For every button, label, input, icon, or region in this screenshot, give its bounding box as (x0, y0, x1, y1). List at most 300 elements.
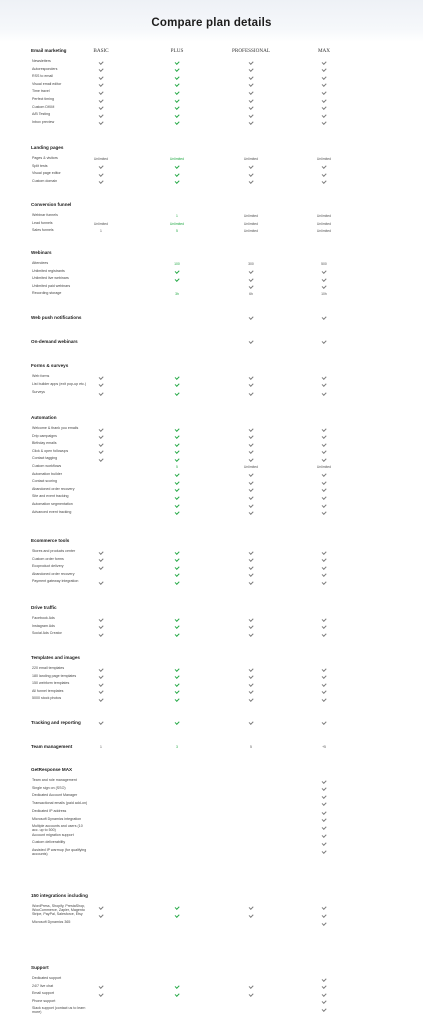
checkmark-icon (175, 682, 179, 686)
checkmark-icon (322, 495, 326, 499)
feature-row (0, 550, 423, 557)
checkmark-icon (175, 617, 179, 621)
section-title: Support (31, 965, 49, 970)
feature-label: Recording storage (32, 291, 62, 296)
feature-row (0, 580, 423, 587)
checkmark-icon (322, 427, 326, 431)
feature-row (0, 106, 423, 113)
checkmark-icon (175, 442, 179, 446)
checkmark-icon (175, 667, 179, 671)
checkmark-icon (249, 383, 253, 387)
checkmark-icon (322, 905, 326, 909)
checkmark-icon (249, 913, 253, 917)
feature-row (0, 985, 423, 992)
checkmark-icon (175, 675, 179, 679)
checkmark-icon (99, 721, 103, 725)
checkmark-icon (322, 565, 326, 569)
checkmark-icon (249, 277, 253, 281)
feature-label: Abandoned order recovery (32, 571, 75, 576)
checkmark-icon (249, 675, 253, 679)
basic-value: 1 (100, 744, 102, 749)
checkmark-icon (322, 277, 326, 281)
checkmark-icon (322, 794, 326, 798)
feature-row (0, 457, 423, 464)
checkmark-icon (322, 480, 326, 484)
checkmark-icon (322, 180, 326, 184)
checkmark-icon (249, 106, 253, 110)
checkmark-icon (175, 68, 179, 72)
checkmark-icon (249, 375, 253, 379)
checkmark-icon (99, 450, 103, 454)
feature-row (0, 450, 423, 457)
feature-label: Custom workflows (32, 464, 62, 468)
feature-row (0, 165, 423, 172)
checkmark-icon (99, 121, 103, 125)
checkmark-icon (322, 316, 326, 320)
checkmark-icon (99, 565, 103, 569)
basic-value: Unlimited (93, 221, 109, 226)
feature-row (0, 214, 423, 221)
feature-label: Time travel (32, 89, 50, 94)
checkmark-icon (249, 83, 253, 87)
feature-label: RSS to email (32, 74, 53, 79)
section-title: Conversion funnel (31, 202, 72, 207)
checkmark-icon (249, 721, 253, 725)
checkmark-icon (322, 391, 326, 395)
checkmark-icon (322, 503, 326, 507)
checkmark-icon (99, 90, 103, 94)
feature-label: Birthday emails (32, 441, 57, 446)
professional-value: 5 (250, 744, 252, 749)
checkmark-icon (175, 457, 179, 461)
feature-label: Contact tagging (32, 456, 58, 461)
feature-row (0, 667, 423, 674)
feature-label: WordPress, Shopify, PrestaShop, WooCommerce, Zapier, Magento (32, 904, 86, 912)
professional-value: Unlimited (243, 229, 259, 234)
checkmark-icon (322, 667, 326, 671)
checkmark-icon (175, 90, 179, 94)
checkmark-icon (249, 495, 253, 499)
checkmark-icon (249, 632, 253, 636)
feature-label: Abandoned order recovery (32, 486, 75, 491)
feature-row (0, 157, 423, 164)
feature-label: Welcome & thank you emails (32, 426, 79, 430)
checkmark-icon (249, 473, 253, 477)
feature-row (0, 90, 423, 97)
checkmark-icon (175, 98, 179, 102)
checkmark-icon (99, 98, 103, 102)
feature-label: Multiple accounts and users (10 acc. up to 500) (32, 824, 83, 833)
feature-row (0, 315, 423, 322)
feature-label: 220 email templates (32, 666, 65, 670)
feature-label: Visual email editor (32, 81, 62, 86)
feature-label: A/B Testing (32, 112, 51, 117)
checkmark-icon (249, 340, 253, 344)
checkmark-icon (99, 985, 103, 989)
checkmark-icon (99, 442, 103, 446)
checkmark-icon (322, 270, 326, 274)
checkmark-icon (175, 180, 179, 184)
checkmark-icon (99, 172, 103, 176)
checkmark-icon (322, 165, 326, 169)
feature-label: Team and role management (32, 778, 77, 782)
checkmark-icon (322, 690, 326, 694)
feature-row (0, 391, 423, 398)
section-title: GetResponse MAX (31, 767, 73, 772)
feature-label: List builder apps (exit pop-up etc.) (32, 381, 87, 386)
checkmark-icon (322, 442, 326, 446)
checkmark-icon (175, 565, 179, 569)
section-title: 150 integrations including (31, 893, 88, 898)
section-title: Automation (31, 415, 57, 420)
checkmark-icon (175, 383, 179, 387)
checkmark-icon (249, 113, 253, 117)
feature-label: Click & open followups (32, 448, 69, 453)
checkmark-icon (322, 450, 326, 454)
checkmark-icon (249, 270, 253, 274)
feature-row (0, 98, 423, 105)
feature-label: Attendees (32, 261, 49, 265)
checkmark-icon (322, 68, 326, 72)
feature-label: Account migration support (32, 832, 74, 837)
feature-label: Stores and products center (32, 549, 76, 553)
checkmark-icon (249, 435, 253, 439)
feature-row (0, 921, 423, 928)
checkmark-icon (322, 98, 326, 102)
max-value: +5 (322, 744, 326, 749)
plan-basic-header: BASIC (93, 48, 109, 54)
checkmark-icon (175, 270, 179, 274)
max-value: 500 (321, 262, 327, 266)
checkmark-icon (322, 825, 326, 829)
checkmark-icon (99, 690, 103, 694)
feature-row (0, 802, 423, 809)
checkmark-icon (322, 340, 326, 344)
checkmark-icon (99, 550, 103, 554)
feature-label: 24/7 live chat (32, 983, 54, 988)
section-title: Ecommerce tools (31, 538, 70, 543)
checkmark-icon (322, 580, 326, 584)
checkmark-icon (175, 573, 179, 577)
checkmark-icon (322, 90, 326, 94)
max-value: Unlimited (316, 157, 332, 161)
checkmark-icon (99, 580, 103, 584)
feature-row (0, 229, 423, 236)
feature-row (0, 339, 423, 346)
checkmark-icon (322, 1000, 326, 1004)
section-title: Templates and images (31, 655, 80, 660)
feature-label: Pages & visitors (32, 156, 58, 160)
feature-row (0, 992, 423, 999)
feature-row (0, 75, 423, 82)
section-title: Team management (31, 744, 73, 749)
checkmark-icon (249, 391, 253, 395)
checkmark-icon (249, 90, 253, 94)
feature-label: Newsletters (32, 59, 51, 63)
feature-label: Single sign on (SSO) (32, 785, 66, 790)
section-title: Landing pages (31, 145, 64, 150)
section-title: Web push notifications (31, 315, 82, 320)
checkmark-icon (322, 787, 326, 791)
feature-label: Automation builder (32, 471, 62, 476)
checkmark-icon (175, 121, 179, 125)
checkmark-icon (99, 992, 103, 996)
feature-label: Automation segmentation (32, 502, 73, 506)
feature-label: Dedicated IP address (32, 809, 67, 814)
checkmark-icon (175, 550, 179, 554)
checkmark-icon (249, 180, 253, 184)
checkmark-icon (99, 457, 103, 461)
feature-label: Dedicated support (32, 976, 62, 980)
feature-row (0, 720, 423, 727)
checkmark-icon (99, 180, 103, 184)
checkmark-icon (99, 913, 103, 917)
feature-label: 150 webform templates (32, 681, 70, 686)
checkmark-icon (322, 913, 326, 917)
checkmark-icon (175, 391, 179, 395)
checkmark-icon (99, 83, 103, 87)
checkmark-icon (322, 1007, 326, 1011)
feature-row (0, 383, 423, 390)
plus-value: 5 (176, 465, 178, 469)
checkmark-icon (322, 435, 326, 439)
feature-row (0, 1007, 423, 1014)
feature-label: All funnel templates (32, 688, 64, 693)
checkmark-icon (249, 165, 253, 169)
checkmark-icon (322, 113, 326, 117)
checkmark-icon (175, 375, 179, 379)
feature-label: Drip campaigns (32, 433, 57, 438)
section-title: Webinars (31, 250, 52, 255)
feature-row (0, 113, 423, 120)
max-value: Unlimited (316, 465, 332, 469)
section-title: Email marketing (31, 48, 67, 53)
checkmark-icon (175, 913, 179, 917)
checkmark-icon (175, 106, 179, 110)
checkmark-icon (175, 75, 179, 79)
plus-value: Unlimited (169, 157, 185, 161)
feature-row (0, 825, 423, 832)
feature-label: Social Ads Creator (32, 631, 62, 636)
feature-label: Instagram Ads (32, 623, 55, 628)
checkmark-icon (322, 921, 326, 925)
feature-label: Slack support (contact us to learn more) (32, 1006, 86, 1015)
checkmark-icon (99, 113, 103, 117)
checkmark-icon (249, 667, 253, 671)
feature-row (0, 172, 423, 179)
checkmark-icon (175, 480, 179, 484)
checkmark-icon (322, 632, 326, 636)
checkmark-icon (249, 488, 253, 492)
feature-label: Assisted IP warmup (for qualifying accounts) (32, 848, 87, 856)
checkmark-icon (175, 690, 179, 694)
checkmark-icon (99, 75, 103, 79)
plus-value: 5 (176, 229, 178, 234)
feature-row (0, 779, 423, 786)
checkmark-icon (175, 83, 179, 87)
plus-value: 1 (176, 214, 178, 218)
feature-row (0, 849, 423, 856)
checkmark-icon (249, 60, 253, 64)
checkmark-icon (175, 113, 179, 117)
checkmark-icon (322, 617, 326, 621)
checkmark-icon (322, 834, 326, 838)
feature-row (0, 222, 423, 229)
checkmark-icon (175, 632, 179, 636)
max-value: Unlimited (316, 229, 332, 234)
feature-label: Phone support (32, 998, 56, 1003)
feature-label: Ecoproduct delivery (32, 564, 64, 569)
feature-label: 5000 stock photos (32, 696, 62, 701)
checkmark-icon (322, 721, 326, 725)
basic-value: 1 (100, 229, 102, 234)
feature-row (0, 632, 423, 639)
checkmark-icon (249, 697, 253, 701)
checkmark-icon (322, 818, 326, 822)
checkmark-icon (322, 573, 326, 577)
checkmark-icon (99, 905, 103, 909)
checkmark-icon (249, 450, 253, 454)
checkmark-icon (175, 985, 179, 989)
checkmark-icon (322, 675, 326, 679)
checkmark-icon (175, 435, 179, 439)
checkmark-icon (249, 503, 253, 507)
feature-label: Microsoft Dynamics integration (32, 816, 82, 821)
checkmark-icon (249, 690, 253, 694)
max-value: 10h (321, 292, 327, 297)
checkmark-icon (249, 480, 253, 484)
feature-label: Web forms (32, 374, 50, 378)
checkmark-icon (175, 511, 179, 515)
feature-row (0, 435, 423, 442)
checkmark-icon (322, 558, 326, 562)
checkmark-icon (175, 488, 179, 492)
checkmark-icon (249, 905, 253, 909)
feature-label: Facebook Ads (32, 616, 55, 620)
feature-label: Custom deliverability (32, 840, 66, 845)
checkmark-icon (322, 83, 326, 87)
checkmark-icon (322, 488, 326, 492)
feature-row (0, 473, 423, 480)
checkmark-icon (175, 697, 179, 701)
professional-value: Unlimited (243, 214, 259, 218)
feature-row (0, 905, 423, 912)
checkmark-icon (322, 473, 326, 477)
feature-label: Contact scoring (32, 479, 57, 484)
section-title: Forms & surveys (31, 363, 69, 368)
checkmark-icon (322, 375, 326, 379)
checkmark-icon (175, 992, 179, 996)
feature-label: Unlimited registrants (32, 268, 65, 273)
feature-label: Dedicated Account Manager (32, 793, 78, 798)
checkmark-icon (175, 495, 179, 499)
checkmark-icon (175, 625, 179, 629)
checkmark-icon (99, 106, 103, 110)
feature-row (0, 180, 423, 187)
checkmark-icon (322, 550, 326, 554)
feature-label: Email support (32, 991, 54, 996)
checkmark-icon (249, 580, 253, 584)
feature-label: Perfect timing (32, 97, 54, 101)
checkmark-icon (249, 457, 253, 461)
checkmark-icon (249, 682, 253, 686)
feature-row (0, 121, 423, 128)
checkmark-icon (322, 75, 326, 79)
feature-label: Custom order forms (32, 556, 64, 561)
professional-value: 6h (249, 292, 253, 297)
section-title: Drive traffic (31, 605, 57, 610)
checkmark-icon (175, 473, 179, 477)
checkmark-icon (322, 992, 326, 996)
feature-label: Inbox preview (32, 119, 55, 124)
feature-row (0, 503, 423, 510)
feature-label: Lead funnels (32, 220, 53, 225)
checkmark-icon (249, 558, 253, 562)
feature-label: Stripe, PayPal, Salesforce, Etsy (32, 912, 83, 917)
checkmark-icon (175, 427, 179, 431)
feature-row (0, 83, 423, 90)
professional-value: 300 (248, 262, 254, 266)
plan-professional-header: PROFESSIONAL (231, 48, 271, 54)
feature-row (0, 375, 423, 382)
feature-label: Unlimited paid webinars (32, 283, 71, 288)
checkmark-icon (99, 375, 103, 379)
checkmark-icon (249, 427, 253, 431)
feature-label: Visual page editor (32, 171, 61, 176)
max-value: Unlimited (316, 214, 332, 218)
checkmark-icon (249, 285, 253, 289)
plus-value: Unlimited (169, 221, 185, 226)
checkmark-icon (249, 985, 253, 989)
feature-label: Advanced event tracking (32, 509, 72, 514)
feature-label: Payment gateway integration (32, 579, 79, 584)
feature-row (0, 511, 423, 518)
checkmark-icon (322, 457, 326, 461)
checkmark-icon (99, 165, 103, 169)
basic-value: Unlimited (93, 157, 109, 161)
feature-label: Microsoft Dynamics 365 (32, 920, 71, 924)
checkmark-icon (249, 573, 253, 577)
checkmark-icon (322, 625, 326, 629)
plus-value: 100 (174, 262, 180, 266)
checkmark-icon (175, 172, 179, 176)
checkmark-icon (322, 511, 326, 515)
feature-label: Surveys (32, 390, 45, 394)
checkmark-icon (99, 435, 103, 439)
checkmark-icon (322, 121, 326, 125)
checkmark-icon (249, 511, 253, 515)
checkmark-icon (249, 68, 253, 72)
checkmark-icon (322, 779, 326, 783)
feature-label: Sales funnels (32, 228, 54, 233)
checkmark-icon (99, 625, 103, 629)
checkmark-icon (99, 60, 103, 64)
feature-label: Site and event tracking (32, 494, 69, 499)
plus-value: 3 (176, 744, 178, 749)
feature-row (0, 682, 423, 689)
checkmark-icon (322, 172, 326, 176)
page-title: Compare plan details (151, 17, 272, 29)
professional-value: Unlimited (243, 465, 259, 469)
checkmark-icon (322, 60, 326, 64)
checkmark-icon (99, 682, 103, 686)
checkmark-icon (249, 98, 253, 102)
checkmark-icon (249, 442, 253, 446)
checkmark-icon (249, 992, 253, 996)
checkmark-icon (249, 565, 253, 569)
feature-row (0, 60, 423, 67)
checkmark-icon (175, 580, 179, 584)
